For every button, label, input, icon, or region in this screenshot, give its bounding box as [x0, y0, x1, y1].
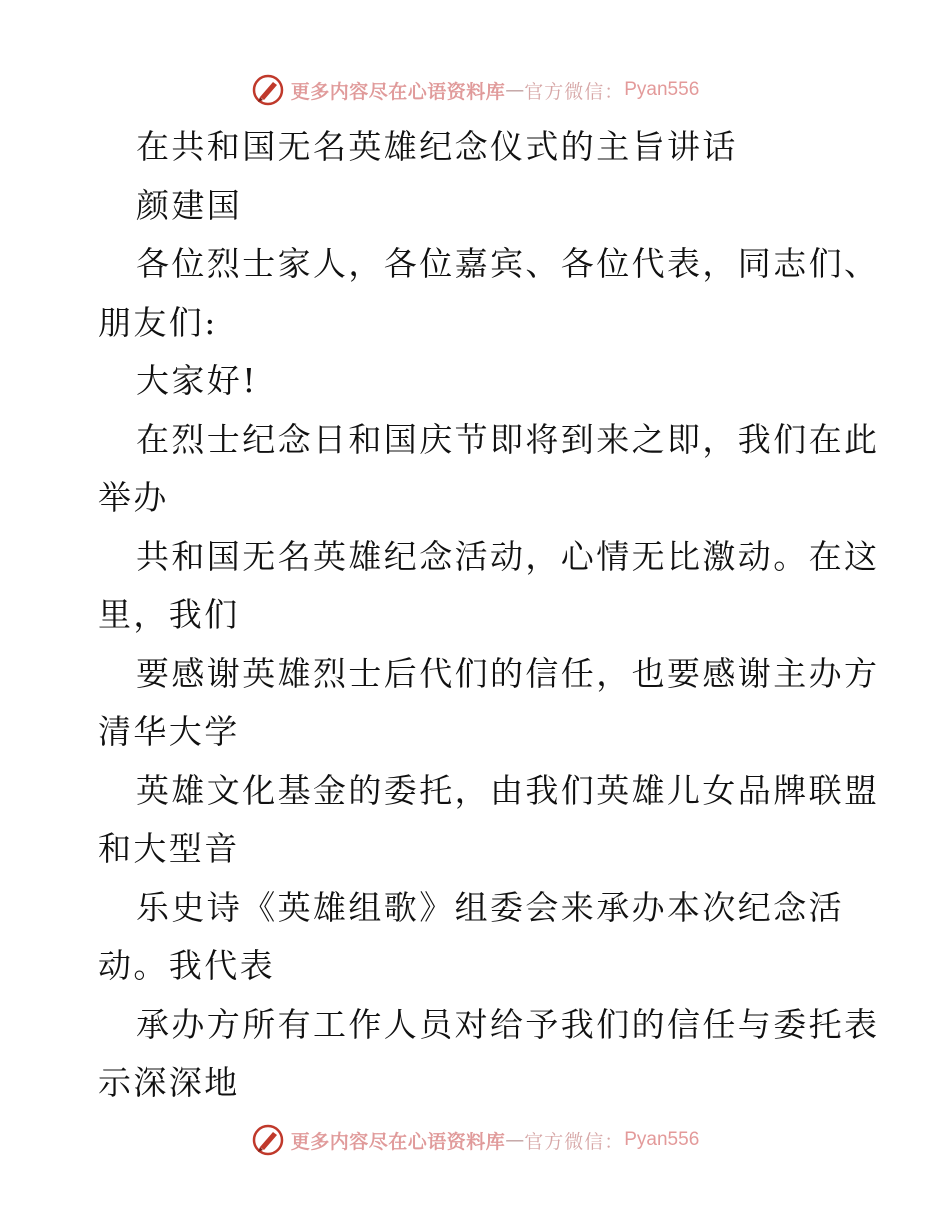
- document-title: 在共和国无名英雄纪念仪式的主旨讲话: [136, 127, 738, 166]
- text-line: 朋友们:: [98, 302, 218, 342]
- watermark-footer: [0, 1120, 950, 1160]
- text-line: 英雄文化基金的委托，由我们英雄儿女品牌联盟: [136, 770, 880, 810]
- document-body: [98, 118, 880, 1113]
- watermark-wechat-label: 官方微信：: [524, 1130, 625, 1153]
- text-line: 清华大学: [98, 712, 240, 751]
- watermark-text: 更多内容尽在心语资料库: [290, 80, 506, 103]
- pen-logo-icon: [251, 73, 285, 107]
- document-author: 颜建国: [136, 185, 243, 225]
- watermark-separator: —: [505, 79, 525, 101]
- pen-logo-icon: [251, 1123, 285, 1157]
- text-line: 和大型音: [98, 829, 240, 868]
- watermark-header: [0, 70, 950, 110]
- text-line: 里，我们: [98, 595, 240, 634]
- watermark-text: 更多内容尽在心语资料库: [290, 1130, 506, 1153]
- text-line: 在烈士纪念日和国庆节即将到来之即，我们在此: [136, 419, 880, 459]
- text-line: 示深深地: [98, 1063, 240, 1102]
- text-line: 大家好!: [136, 361, 258, 400]
- text-line: 各位烈士家人，各位嘉宾、各位代表，同志们、: [136, 244, 880, 283]
- text-line: 承办方所有工作人员对给予我们的信任与委托表: [136, 1004, 880, 1044]
- watermark-wechat-id: Pyan556: [624, 1129, 700, 1150]
- watermark-wechat-id: Pyan556: [624, 79, 700, 100]
- text-line: 要感谢英雄烈士后代们的信任，也要感谢主办方: [136, 653, 880, 693]
- text-line: 共和国无名英雄纪念活动，心情无比激动。在这: [136, 536, 880, 576]
- watermark-wechat-label: 官方微信：: [524, 80, 625, 103]
- watermark-separator: —: [505, 1129, 525, 1151]
- text-line: 动。我代表: [98, 946, 275, 985]
- text-line: 举办: [98, 478, 169, 517]
- text-line: 乐史诗《英雄组歌》组委会来承办本次纪念活: [136, 887, 844, 927]
